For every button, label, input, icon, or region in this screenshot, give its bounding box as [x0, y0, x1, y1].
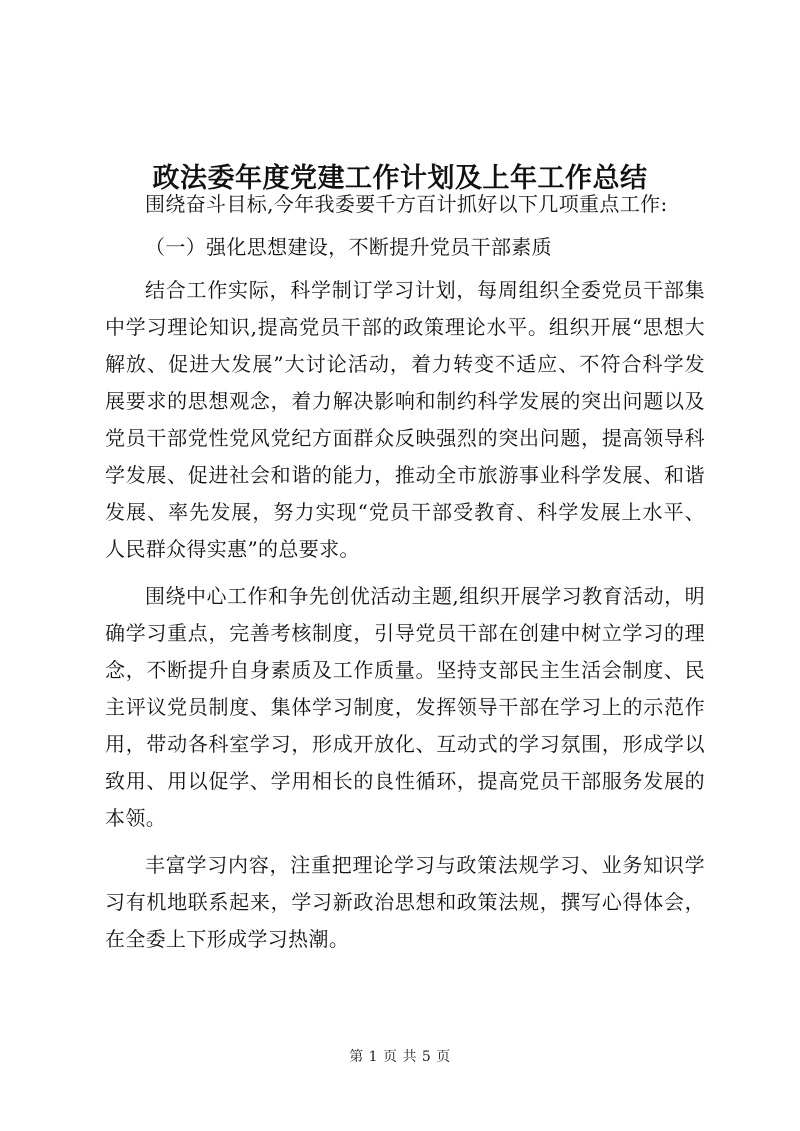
body-paragraph-2: 围绕中心工作和争先创优活动主题,组织开展学习教育活动，明确学习重点，完善考核制度，引导党员干部在创建中树立学习的理念，不断提升自身素质及工作质量。坚持支部民主生活会制度、民主评议党员制度、集体学习制度，发挥领导干部在学习上的示范作用，带动各科室学习，形成开放化、互动式的学习氛围，形成学以致用、用以促学、学用相长的良性循环，提高党员干部服务发展的本领。 — [105, 584, 705, 830]
intro-paragraph: 围绕奋斗目标,今年我委要千方百计抓好以下几项重点工作: — [145, 192, 668, 216]
body-paragraph-1: 结合工作实际，科学制订学习计划，每周组织全委党员干部集中学习理论知识,提高党员干部的政策理论水平。组织开展“思想大解放、促进大发展”大讨论活动，着力转变不适应、不符合科学发展要求的思想观念，着力解决影响和制约科学发展的突出问题以及党员干部党性党风党纪方面群众反映强烈的突出问题，提高领导科学发展、促进社会和谐的能力，推动全市旅游事业科学发展、和谐发展、率先发展，努力实现“党员干部受教育、科学发展上水平、人民群众得实惠”的总要求。 — [105, 278, 705, 561]
document-title: 政法委年度党建工作计划及上年工作总结 — [152, 163, 648, 195]
document-body — [105, 186, 705, 958]
page-footer: 第 1 页 共 5 页 — [349, 1049, 451, 1065]
section-heading-1: （一）强化思想建设，不断提升党员干部素质 — [145, 235, 552, 259]
body-paragraph-3: 丰富学习内容，注重把理论学习与政策法规学习、业务知识学习有机地联系起来，学习新政治思想和政策法规，撰写心得体会，在全委上下形成学习热潮。 — [105, 853, 705, 951]
